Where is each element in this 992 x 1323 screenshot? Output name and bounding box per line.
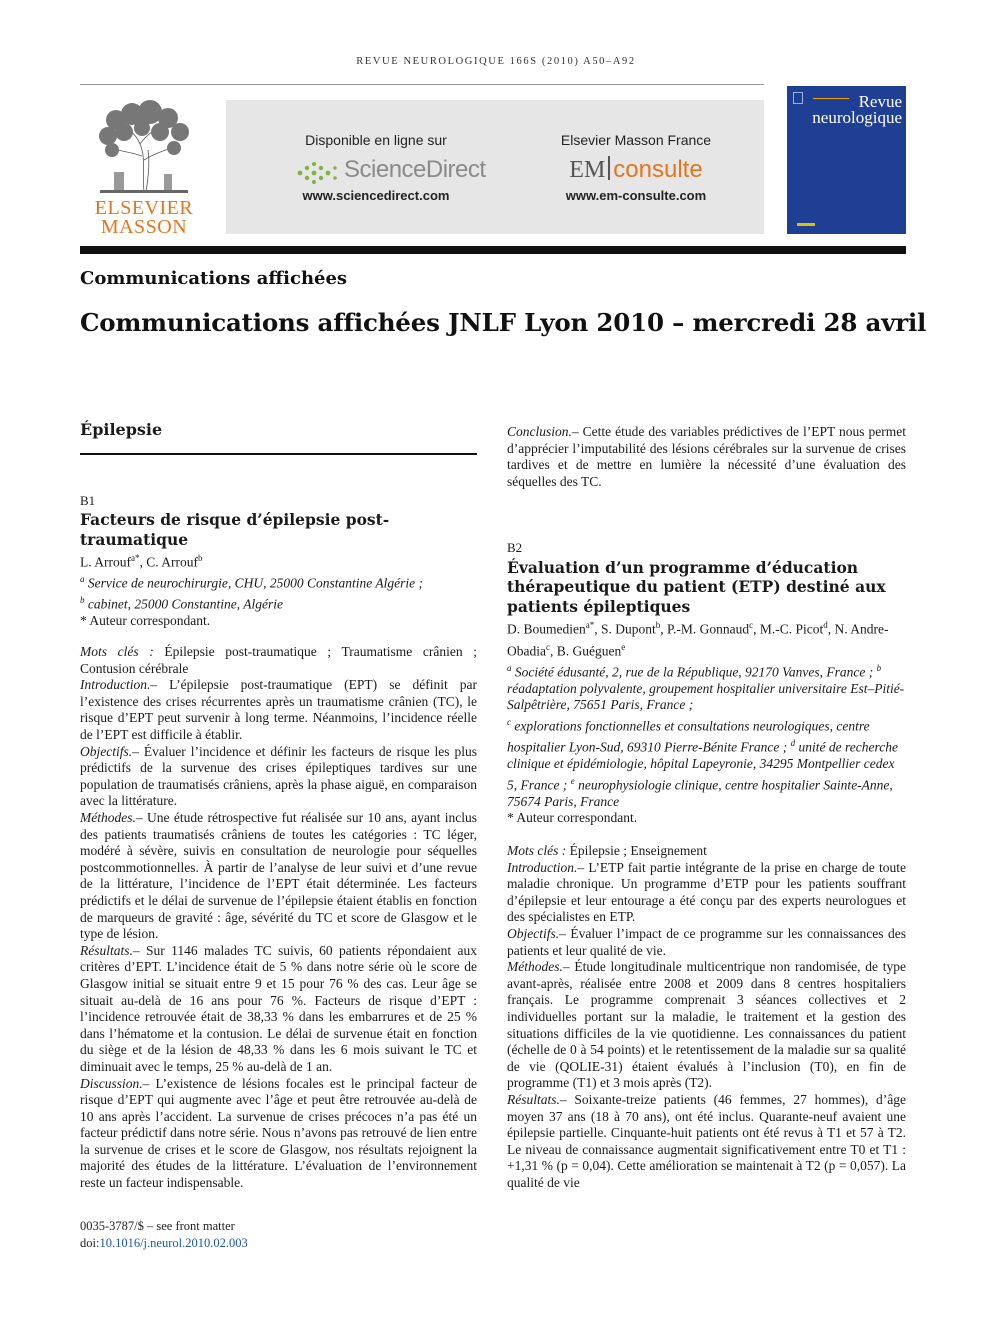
paragraph-label: Méthodes.– xyxy=(507,959,570,975)
keywords xyxy=(507,843,906,860)
author-name: , C. Arrouf xyxy=(139,554,198,570)
abstract-title: Facteurs de risque d’épilepsie post-traumatique xyxy=(80,510,390,549)
sciencedirect-url[interactable]: www.sciencedirect.com xyxy=(302,188,450,203)
page-title: Communications affichées JNLF Lyon 2010 – mercredi 28 avril xyxy=(80,308,927,337)
affiliation-mark: c xyxy=(507,716,511,727)
corresponding-note: * Auteur correspondant. xyxy=(507,810,638,826)
paragraph-label: Résultats.– xyxy=(80,942,140,958)
paragraph-methodes xyxy=(80,810,477,943)
paragraph-methodes xyxy=(507,959,906,1092)
cover-title-line1: Revue xyxy=(858,92,902,111)
keywords-text: Épilepsie post-traumatique ; Traumatisme crânien ; Contusion cérébrale xyxy=(80,644,477,676)
paragraph-label: Méthodes.– xyxy=(80,810,143,825)
affiliation-mark: a xyxy=(80,574,85,585)
paragraph-resultats xyxy=(507,1092,906,1192)
affiliation-text: Service de neurochirurgie, CHU, 25000 Constantine Algérie ; xyxy=(84,575,423,591)
doi-link[interactable]: 10.1016/j.neurol.2010.02.003 xyxy=(99,1236,248,1250)
paragraph-label: Objectifs.– xyxy=(80,743,139,759)
paragraph-resultats xyxy=(80,943,477,1076)
author-name: , P.-M. Gonnaud xyxy=(660,621,750,637)
paragraph-text: L’épilepsie post-traumatique (EPT) se définit par l’existence des crises récurrentes après un traumatisme crânien (TC), le risque d’EPT peut survenir à long terme. Néanmoins, l’incidence réelle de l’EPT est difficile à établir. xyxy=(80,677,477,743)
affiliation-block xyxy=(507,660,906,811)
cover-title-line2: neurologique xyxy=(812,108,902,127)
affiliation-text: unité de recherche clinique et épidémiologie, hôpital Lapeyronie, 34295 Montpellier cedex 5, France ; xyxy=(507,739,898,793)
author-sup: a* xyxy=(131,553,140,564)
affiliation-text: réadaptation polyvalente, groupement hospitalier universitaire Est–Pitié-Salpêtrière, 75651 Paris, France ; xyxy=(507,680,905,713)
sciencedirect-logo xyxy=(296,156,496,186)
consulte-wordmark: consulte xyxy=(613,156,703,183)
paragraph-label: Introduction.– xyxy=(80,677,158,693)
issn-line: 0035-3787/$ – see front matter xyxy=(80,1219,235,1233)
section-heading: Épilepsie xyxy=(80,422,477,455)
affiliation xyxy=(80,571,477,592)
affiliation-mark: a xyxy=(507,662,512,673)
keywords-label: Mots clés : xyxy=(80,644,154,660)
elsevier-tree-icon xyxy=(94,100,194,196)
affiliation-mark: b xyxy=(80,595,85,606)
em-wordmark: EM xyxy=(569,157,606,183)
corresponding-note: * Auteur correspondant. xyxy=(80,613,211,629)
running-head: REVUE NEUROLOGIQUE 166S (2010) A50–A92 xyxy=(356,56,636,67)
paragraph-text: Évaluer l’incidence et définir les facteurs de risque les plus prédictifs de la survenue des crises épileptiques tardives sur une population de traumatisés crâniens, après la phase aiguë, en comparaison avec la littérature. xyxy=(80,743,477,809)
paragraph-text: Cette étude des variables prédictives de l’EPT nous permet d’apprécier l’imputabilité des lésions cérébrales sur la survenue de crises tardives et de mettre en lumière la nécessité d’une évaluation des séquelles des TC. xyxy=(507,424,906,489)
paragraph-text: L’existence de lésions focales est le principal facteur de risque d’EPT qui augmente avec l’âge et peut être retrouvée au-delà de 10 ans après l’accident. La survenue de crises précoces n’a pas été un facteur prédictif dans notre série. Nous n’avons pas retrouvé de lien entre la survenue de crises et le score de Glasgow, nos résultats rejoignent la majorité des études de la littérature. L’évaluation de l’environnement reste un facteur indispensable. xyxy=(80,1075,477,1191)
elsevier-masson-logo xyxy=(80,100,208,236)
author-name: , S. Dupont xyxy=(594,621,656,637)
sciencedirect-dots-icon xyxy=(296,160,342,186)
affiliation-text: explorations fonctionnelles et consultations neurologiques, centre hospitalier Lyon-Sud, 69310 Pierre-Bénite France ; xyxy=(507,718,870,755)
doi-prefix: doi: xyxy=(80,1236,100,1250)
paragraph-text: Évaluer l’impact de ce programme sur les connaissances des patients et leur qualité de vie. xyxy=(507,925,906,958)
author-sup: b xyxy=(198,553,203,564)
keywords-label: Mots clés : xyxy=(507,843,567,858)
paragraph-label: Discussion.– xyxy=(80,1075,150,1091)
paragraph-objectifs xyxy=(80,744,477,810)
paragraph-label: Introduction.– xyxy=(507,859,585,875)
author-name: , M.-C. Picot xyxy=(753,621,824,637)
author-sup: c xyxy=(545,641,550,652)
author-name: , N. Andre-Obadia xyxy=(507,621,889,659)
affiliation-mark: e xyxy=(570,775,575,786)
emconsulte-logo xyxy=(526,156,746,184)
author-sup: e xyxy=(621,641,626,652)
affiliation-text: neurophysiologie clinique, centre hospitalier Sainte-Anne, 75674 Paris, France xyxy=(507,777,893,809)
paragraph-text: Une étude rétrospective fut réalisée sur 10 ans, ayant inclus des patients traumatisés crâniens de toutes les catégories : TC léger, modéré à sévère, suivis en consultation de neurologie pour séquelles postcommotionnelles. À partir de l’analyse de leur suivi et d’une revue de la littérature, l’incidence de l’EPT était déterminée. Les facteurs prédictifs et le délai de survenue de l’épilepsie étaient établis en fonction de marqueurs de gravité : âge, sévérité du TC et score de Glasgow et le type de lésion. xyxy=(80,810,477,942)
affiliation-text: cabinet, 25000 Constantine, Algérie xyxy=(84,596,283,612)
masson-wordmark: MASSON xyxy=(100,216,188,238)
column-left xyxy=(80,420,477,1192)
emconsulte-block[interactable] xyxy=(526,100,746,234)
emconsulte-url[interactable]: www.em-consulte.com xyxy=(565,188,707,203)
paragraph-introduction xyxy=(507,860,906,926)
em-separator xyxy=(608,156,610,180)
paragraph-discussion xyxy=(80,1076,477,1192)
author-name: L. Arrouf xyxy=(80,554,131,570)
paragraph-conclusion xyxy=(507,424,906,490)
affiliation xyxy=(80,592,477,613)
column-right xyxy=(507,424,906,1191)
sciencedirect-wordmark: ScienceDirect xyxy=(344,156,486,183)
elsevier-wordmark: ELSEVIER xyxy=(94,197,194,219)
keywords-text: Épilepsie ; Enseignement xyxy=(566,843,707,858)
author-sup: a* xyxy=(585,620,595,631)
author-sup: b xyxy=(655,620,661,631)
abstract-code: B1 xyxy=(80,492,96,508)
cover-logo-icon xyxy=(793,92,803,104)
paragraph-text: Soixante-treize patients (46 femmes, 27 hommes), d’âge moyen 37 ans (18 à 70 ans), ont été inclus. Quarante-neuf avaient une épilepsie partielle. Cinquante-huit patients ont été revus à T1 et 57 à T2. Le niveau de connaissance augmentait significativement entre T0 et T1 : +1,31 % (p = 0,04). Cette amélioration se maintenait à T2 (p = 0,057). La qualité de vie xyxy=(507,1091,906,1190)
section-kicker: Communications affichées xyxy=(80,268,348,289)
paragraph-introduction xyxy=(80,677,477,743)
keywords xyxy=(80,644,477,677)
journal-cover xyxy=(787,86,906,234)
author-list xyxy=(80,550,477,571)
paragraph-label: Conclusion.– xyxy=(507,424,579,439)
affiliation-mark: d xyxy=(790,738,796,749)
author-sup: d xyxy=(823,620,828,631)
cover-title xyxy=(812,94,902,126)
sciencedirect-block[interactable] xyxy=(256,100,496,234)
abstract-title: Évaluation d’un programme d’éducation thérapeutique du patient (ETP) destiné aux patients épileptiques xyxy=(507,557,886,616)
sciencedirect-caption: Disponible en ligne sur xyxy=(305,132,447,148)
paragraph-text: L’ETP fait partie intégrante de la prise en charge de toute maladie chronique. Un programme d’ETP pour les patients souffrant d’épilepsie et leur entourage a été conçu par des experts neurologues et des spécialistes en ETP. xyxy=(507,859,906,925)
page-footer xyxy=(80,1218,248,1252)
author-sup: c xyxy=(749,620,754,631)
paragraph-objectifs xyxy=(507,926,906,959)
doi-line xyxy=(80,1235,248,1252)
affiliation-mark: b xyxy=(876,662,882,673)
masthead-rule xyxy=(80,246,906,254)
cover-bottom-bar xyxy=(797,223,815,226)
emconsulte-caption: Elsevier Masson France xyxy=(560,132,712,148)
availability-banner xyxy=(226,100,764,234)
paragraph-label: Objectifs.– xyxy=(507,925,566,941)
abstract-code: B2 xyxy=(507,540,523,556)
author-list xyxy=(507,617,906,659)
paragraph-text: Étude longitudinale multicentrique non randomisée, de type avant-après, réalisée entre 2008 et 2009 dans 8 centres hospitaliers français. Le programme comprenait 3 séances collectives et 2 individuelles portant sur la maladie, le traitement et la gestion des situations difficiles de la vie quotidienne. Les connaissances du patient (échelle de 0 à 54 points) et le retentissement de la maladie sur sa qualité de vie (QOLIE-31) étaient évalués à l’inclusion (T0), en fin de programme (T1) et 3 mois après (T2). xyxy=(507,959,906,1091)
affiliation-text: Société édusanté, 2, rue de la République, 92170 Vanves, France ; xyxy=(511,664,877,680)
author-name: , B. Guéguen xyxy=(549,643,622,659)
author-name: D. Boumedien xyxy=(507,621,586,637)
paragraph-label: Résultats.– xyxy=(507,1091,567,1107)
header-rule xyxy=(80,84,764,85)
paragraph-text: Sur 1146 malades TC suivis, 60 patients répondaient aux critères d’EPT. L’incidence était de 5 % dans notre série où le score de Glasgow initial se situait entre 9 et 15 pour 76 % des cas. Leur âge se situait au-delà de 16 ans pour 76 %. Facteurs de risque d’EPT : l’incidence retrouvée était de 38,33 % dans les embarrures et de 25 % dans l’hématome et la contusion. Le délai de survenue était en fonction du siège et de la lésion de 48,33 % dans les 6 mois suivant le TC et diminuait avec le temps, 25 % au-delà de 1 an. xyxy=(80,942,477,1074)
